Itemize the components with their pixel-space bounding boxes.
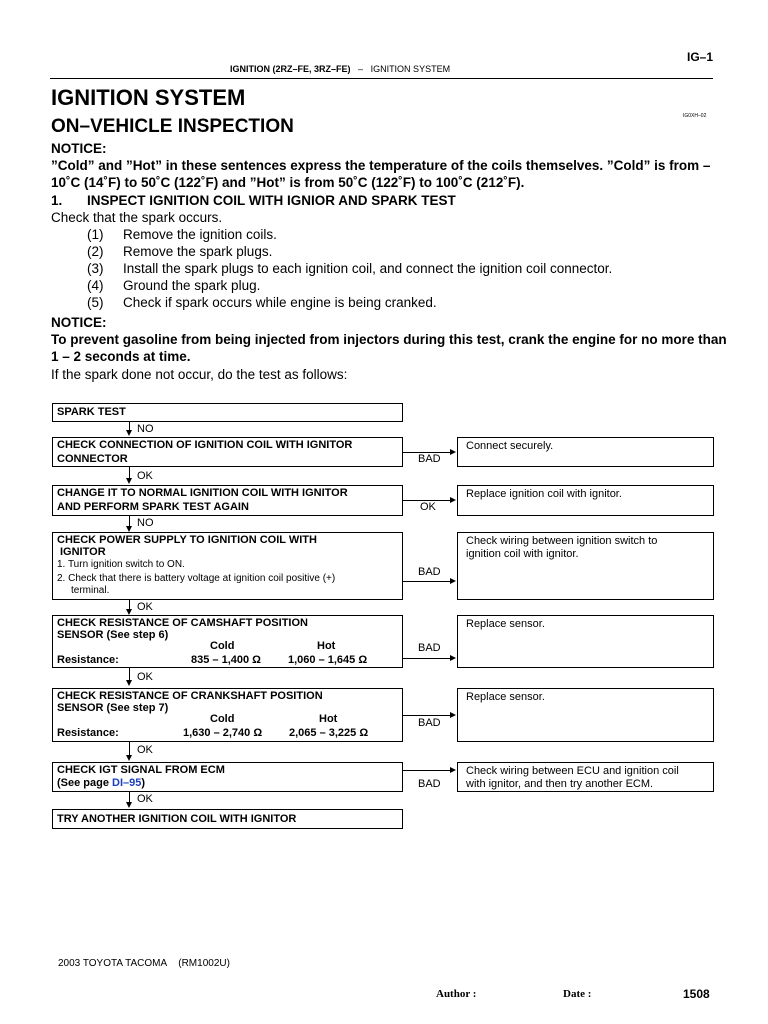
notice-2-label: NOTICE:: [51, 315, 107, 330]
flow-box-text: 835 – 1,400 Ω: [191, 654, 261, 666]
flow-label-bad: BAD: [418, 778, 441, 790]
arrow-down-icon: [126, 802, 132, 808]
substep-text: Remove the spark plugs.: [123, 244, 273, 259]
substep-text: Install the spark plugs to each ignition coil, and connect the ignition coil connector.: [123, 261, 613, 276]
flow-box-text: AND PERFORM SPARK TEST AGAIN: [57, 501, 249, 513]
substep-text: Check if spark occurs while engine is being cranked.: [123, 295, 437, 310]
check-spark-text: Check that the spark occurs.: [51, 210, 223, 225]
flow-box-subtext: 2. Check that there is battery voltage at ignition coil positive (+): [57, 573, 336, 584]
flow-box-text: 2,065 – 3,225 Ω: [289, 727, 369, 739]
flow-box-check-connection: [52, 437, 403, 467]
flow-box-try-another: [52, 809, 403, 829]
flow-action-box: [457, 437, 714, 467]
page-title: IGNITION SYSTEM: [51, 85, 246, 110]
flow-label-bad: BAD: [418, 642, 441, 654]
substep-text: Remove the ignition coils.: [123, 227, 277, 242]
flow-action-box: [457, 688, 714, 742]
flow-box-text: Resistance:: [57, 654, 119, 666]
connector-line: [403, 658, 451, 659]
flow-label-bad: BAD: [418, 717, 441, 729]
substep-number: (3): [87, 261, 104, 276]
arrow-down-icon: [126, 755, 132, 761]
flow-box-text: CHECK RESISTANCE OF CRANKSHAFT POSITION: [57, 690, 323, 702]
substep-number: (5): [87, 295, 104, 310]
flow-action-text: Replace sensor.: [466, 691, 545, 703]
substep-number: (1): [87, 227, 104, 242]
footer-page-number: 1508: [683, 987, 710, 1001]
list-item: [87, 278, 727, 295]
notice-text: ”Cold” and ”Hot” in these sentences express the temperature of the coils themselves. ”Cold” is from –10˚C (14˚F) to 50˚C (122˚F) and ”Hot” is from 50˚C (122˚F) to 100˚C (212˚F).: [51, 158, 711, 190]
flow-box-text: 1,060 – 1,645 Ω: [288, 654, 368, 666]
flow-label-ok: OK: [137, 470, 153, 482]
connector-line: [129, 792, 130, 802]
arrow-right-icon: [450, 712, 456, 718]
arrow-right-icon: [450, 767, 456, 773]
arrow-right-icon: [450, 578, 456, 584]
flow-box-text: SPARK TEST: [57, 406, 126, 418]
flow-action-box: [457, 485, 714, 516]
connector-line: [403, 715, 451, 716]
flow-box-igt-signal: [52, 762, 403, 792]
arrow-down-icon: [126, 680, 132, 686]
page-link-di-95[interactable]: DI–95: [112, 777, 142, 789]
arrow-down-icon: [126, 430, 132, 436]
page-code: IG–1: [686, 50, 713, 64]
step-1-title: INSPECT IGNITION COIL WITH IGNIOR AND SPARK TEST: [87, 193, 456, 208]
flow-box-text: ): [141, 777, 146, 789]
flow-label-bad: BAD: [418, 566, 441, 578]
flow-action-text: Check wiring between ECU and ignition coil: [466, 765, 679, 777]
running-header: [230, 64, 450, 74]
footer-date-label: Date :: [563, 988, 592, 1000]
flow-label-bad: BAD: [418, 453, 441, 465]
notice-2-text: To prevent gasoline from being injected from injectors during this test, crank the engine for no more than 1 – 2 seconds at time.: [51, 332, 727, 364]
flow-action-text: with ignitor, and then try another ECM.: [466, 778, 654, 790]
flow-box-subtext: terminal.: [71, 585, 110, 596]
flow-box-text: Hot: [319, 713, 338, 725]
connector-line: [129, 742, 130, 756]
footer-model: [58, 958, 230, 969]
flow-box-text: 1,630 – 2,740 Ω: [183, 727, 263, 739]
substep-text: Ground the spark plug.: [123, 278, 261, 293]
ref-code: IG0XH–02: [683, 113, 707, 119]
flow-box-text: Cold: [210, 640, 235, 652]
flow-box-text: Cold: [210, 713, 235, 725]
flow-box-text: (See page: [57, 777, 113, 789]
flow-box-text: SENSOR (See step 7): [57, 702, 169, 714]
connector-line: [403, 770, 451, 771]
flow-action-box: [457, 762, 714, 792]
flow-box-spark-test: [52, 403, 403, 422]
flow-label-ok: OK: [420, 501, 436, 513]
flow-box-subtext: 1. Turn ignition switch to ON.: [57, 559, 185, 570]
list-item: [87, 227, 727, 244]
followup-text: If the spark done not occur, do the test as follows:: [51, 367, 348, 382]
flow-box-crankshaft-sensor: [52, 688, 403, 742]
flow-box-text: SENSOR (See step 6): [57, 629, 169, 641]
arrow-right-icon: [450, 449, 456, 455]
flow-label-ok: OK: [137, 671, 153, 683]
page-subtitle: ON–VEHICLE INSPECTION: [51, 116, 294, 137]
flow-box-text: CONNECTOR: [57, 453, 128, 465]
list-item: [87, 295, 727, 312]
header-subsection: IGNITION SYSTEM: [370, 64, 451, 74]
flow-action-text: Check wiring between ignition switch to: [466, 535, 658, 547]
step-1-heading: [51, 192, 731, 209]
footer-author-label: Author :: [436, 988, 477, 1000]
flow-action-text: Replace ignition coil with ignitor.: [466, 488, 622, 500]
step-1-number: 1.: [51, 193, 63, 208]
flow-action-text: Connect securely.: [466, 440, 554, 452]
flow-label-ok: OK: [137, 601, 153, 613]
header-section: IGNITION (2RZ–FE, 3RZ–FE): [230, 64, 351, 74]
flow-label-no: NO: [137, 423, 154, 435]
flow-box-text: Hot: [317, 640, 336, 652]
flow-box-power-supply: [52, 532, 403, 600]
flow-box-text: CHECK RESISTANCE OF CAMSHAFT POSITION: [57, 617, 308, 629]
substep-number: (2): [87, 244, 104, 259]
flow-box-text: Resistance:: [57, 727, 119, 739]
arrow-right-icon: [450, 497, 456, 503]
flow-box-text: CHECK POWER SUPPLY TO IGNITION COIL WITH: [57, 534, 317, 546]
flow-box-camshaft-sensor: [52, 615, 403, 668]
flow-box-text: IGNITOR: [60, 546, 106, 558]
flow-box-change-coil: [52, 485, 403, 516]
substep-list: [87, 227, 727, 312]
arrow-right-icon: [450, 655, 456, 661]
header-rule: [50, 78, 713, 79]
footer-model-text: 2003 TOYOTA TACOMA: [58, 958, 168, 969]
flow-label-ok: OK: [137, 744, 153, 756]
substep-number: (4): [87, 278, 104, 293]
list-item: [87, 244, 727, 261]
list-item: [87, 261, 727, 278]
flow-box-text: TRY ANOTHER IGNITION COIL WITH IGNITOR: [57, 813, 297, 825]
header-dash: –: [358, 64, 364, 74]
footer-manual-code: (RM1002U): [178, 958, 230, 969]
flow-label-no: NO: [137, 517, 154, 529]
flow-box-text: CHECK CONNECTION OF IGNITION COIL WITH IGNITOR: [57, 439, 353, 451]
flow-box-text: CHANGE IT TO NORMAL IGNITION COIL WITH IGNITOR: [57, 487, 348, 499]
flow-box-text: CHECK IGT SIGNAL FROM ECM: [57, 764, 225, 776]
flow-action-text: Replace sensor.: [466, 618, 545, 630]
flow-label-ok: OK: [137, 793, 153, 805]
notice-label: NOTICE:: [51, 141, 107, 156]
flow-action-box: [457, 615, 714, 668]
flow-action-text: ignition coil with ignitor.: [466, 548, 579, 560]
connector-line: [403, 581, 451, 582]
arrow-down-icon: [126, 478, 132, 484]
flow-action-box: [457, 532, 714, 600]
